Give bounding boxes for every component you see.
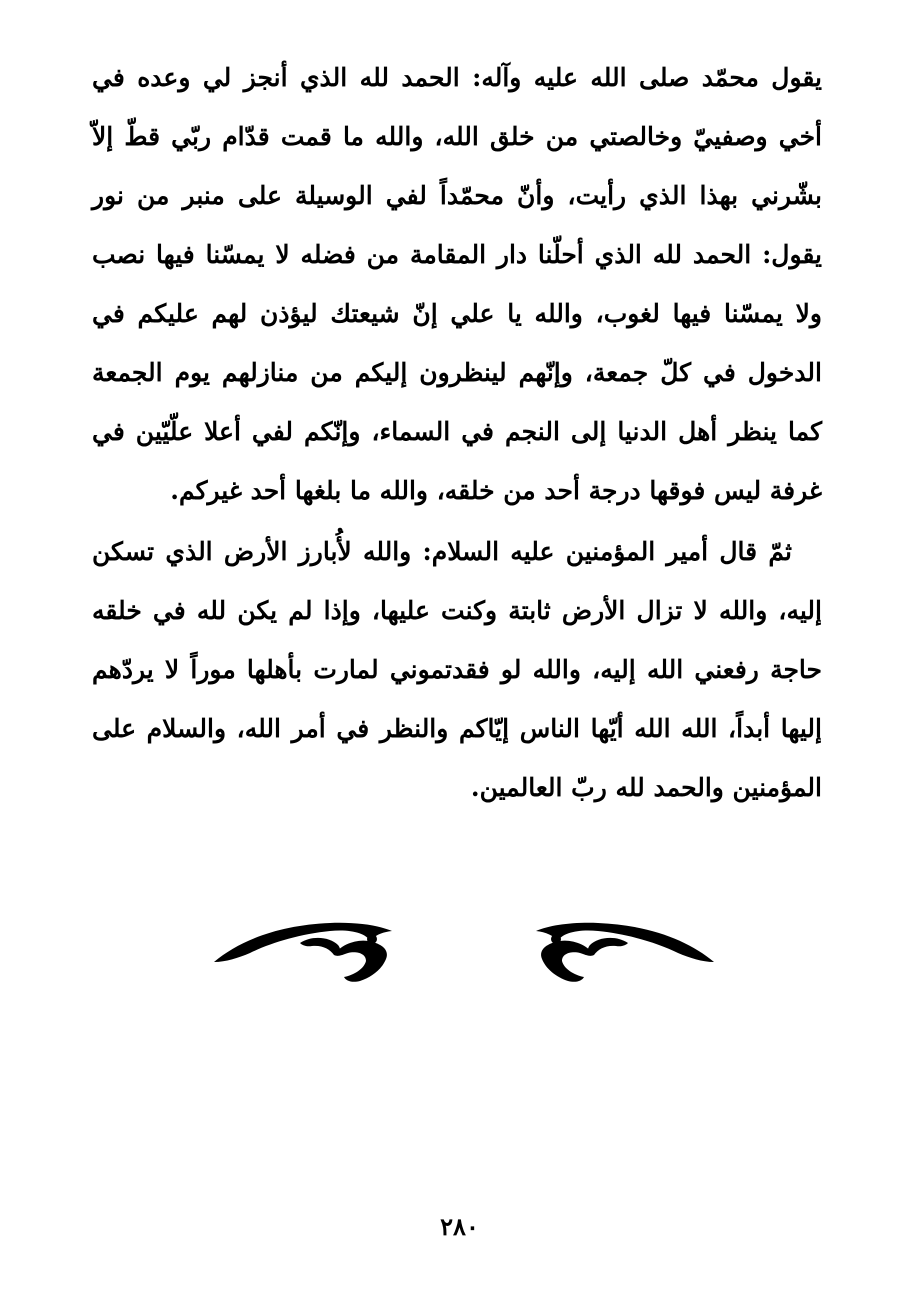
right-flourish-icon <box>536 923 714 982</box>
decorative-divider-icon <box>0 905 919 995</box>
paragraph-1: يقول محمّد صلى الله عليه وآله: الحمد لله الذي أنجز لي وعده في أخي وصفييّ وخالصتي من خلق الله، والله ما قمت قدّام ربّي قطّ إلاّ بشّرني بهذا الذي رأيت، وأنّ محمّداً لفي الوسيلة على منبر من نور يقول: الحمد لله الذي أحلّنا دار المقامة من فضله لا يمسّنا فيها نصب ولا يمسّنا فيها لغوب، والله يا علي إنّ شيعتك ليؤذن لهم عليكم في الدخول في كلّ جمعة، وإنّهم لينظرون إليكم من منازلهم يوم الجمعة كما ينظر أهل الدنيا إلى النجم في السماء، وإنّكم لفي أعلا علّيّين في غرفة ليس فوقها درجة أحد من خلقه، والله ما بلغها أحد غيركم. <box>92 63 822 505</box>
page-number: ٢٨٠ <box>440 1212 479 1241</box>
body-text <box>92 48 822 817</box>
left-flourish-icon <box>214 923 392 982</box>
paragraph-2: ثمّ قال أمير المؤمنين عليه السلام: والله لأُبارز الأرض الذي تسكن إليه، والله لا تزال الأرض ثابتة وكنت عليها، وإذا لم يكن لله في خلقه حاجة رفعني الله إليه، والله لو فقدتموني لمارت بأهلها موراً لا يردّهم إليها أبداً، الله الله أيّها الناس إيّاكم والنظر في أمر الله، والسلام على المؤمنين والحمد لله ربّ العالمين. <box>92 537 822 802</box>
